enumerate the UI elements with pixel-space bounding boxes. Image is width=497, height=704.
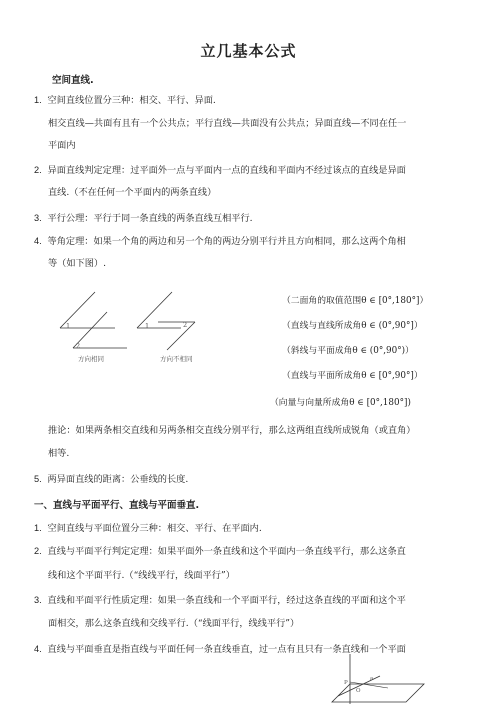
figure-label-2: 2 xyxy=(183,321,188,329)
list-item: 4. 等角定理：如果一个角的两边和另一个角的两边分别平行并且方向相同，那么这两个角相 xyxy=(34,236,406,247)
section-heading-line-plane: 一、直线与平面平行、直线与平面垂直. xyxy=(34,500,200,511)
list-item-continued: 等（如下图）. xyxy=(48,258,107,269)
figure-label-1: 1 xyxy=(66,322,71,330)
figure-label-o: O xyxy=(356,688,361,694)
figure-caption-different-direction: 方向不相同 xyxy=(160,355,193,363)
list-item: 3. 平行公理：平行于同一条直线的两条直线互相平行. xyxy=(34,213,253,224)
list-item-continued: 平面内 xyxy=(48,140,76,151)
page-title: 立几基本公式 xyxy=(200,42,297,60)
list-item-continued: 线和这个平面平行.（“线线平行，线面平行”） xyxy=(48,570,235,581)
list-item: 1. 空间直线位置分三种：相交、平行、异面. xyxy=(34,95,216,106)
list-item: 2. 直线与平面平行判定定理：如果平面外一条直线和这个平面内一条直线平行，那么这条直 xyxy=(34,546,406,557)
list-item: 1. 空间直线与平面位置分三种：相交、平行、在平面内. xyxy=(34,523,262,534)
figure-caption-same-direction: 方向相同 xyxy=(78,355,104,363)
list-item-continued: 面相交，那么这条直线和交线平行.（“线面平行，线线平行”） xyxy=(48,618,300,629)
angle-range-oblique-plane: （斜线与平面成角θ ∈ (0°,90°)） xyxy=(282,346,414,356)
list-item: 2. 异面直线判定定理：过平面外一点与平面内一点的直线和平面内不经过该点的直线是异面 xyxy=(34,165,406,176)
list-item: 4. 直线与平面垂直是指直线与平面任何一条直线垂直，过一点有且只有一条直线和一个平面 xyxy=(34,644,406,655)
figure-label-1: 1 xyxy=(145,322,150,330)
section-heading-space-lines: 空间直线. xyxy=(52,75,94,86)
list-item: 5. 两异面直线的距离：公垂线的长度. xyxy=(34,474,189,485)
perpendicular-plane-figure xyxy=(328,652,438,704)
figure-label-p: P xyxy=(344,680,348,686)
angle-range-vector-vector: （向量与向量所成角θ ∈ [0°,180°]) xyxy=(270,398,411,408)
angle-range-line-plane: （直线与平面所成角θ ∈ [0°,90°]） xyxy=(282,371,423,381)
list-item-continued: 相交直线—共面有且有一个公共点；平行直线—共面没有公共点；异面直线—不同在任一 xyxy=(48,118,407,129)
figure-label-2: 2 xyxy=(76,342,81,350)
corollary-text-continued: 相等. xyxy=(48,448,70,459)
angle-range-line-line: （直线与直线所成角θ ∈ (0°,90°]） xyxy=(282,321,423,331)
list-item: 3. 直线和平面平行性质定理：如果一条直线和一个平面平行，经过这条直线的平面和这个平 xyxy=(34,595,406,606)
angle-range-dihedral: （二面角的取值范围θ ∈ [0°,180°]） xyxy=(282,296,429,306)
corollary-text: 推论：如果两条相交直线和另两条相交直线分别平行，那么这两组直线所成锐角（或直角） xyxy=(48,425,416,436)
list-item-continued: 直线.（不在任何一个平面内的两条直线） xyxy=(48,187,217,198)
figure-label-a: a xyxy=(370,676,374,682)
